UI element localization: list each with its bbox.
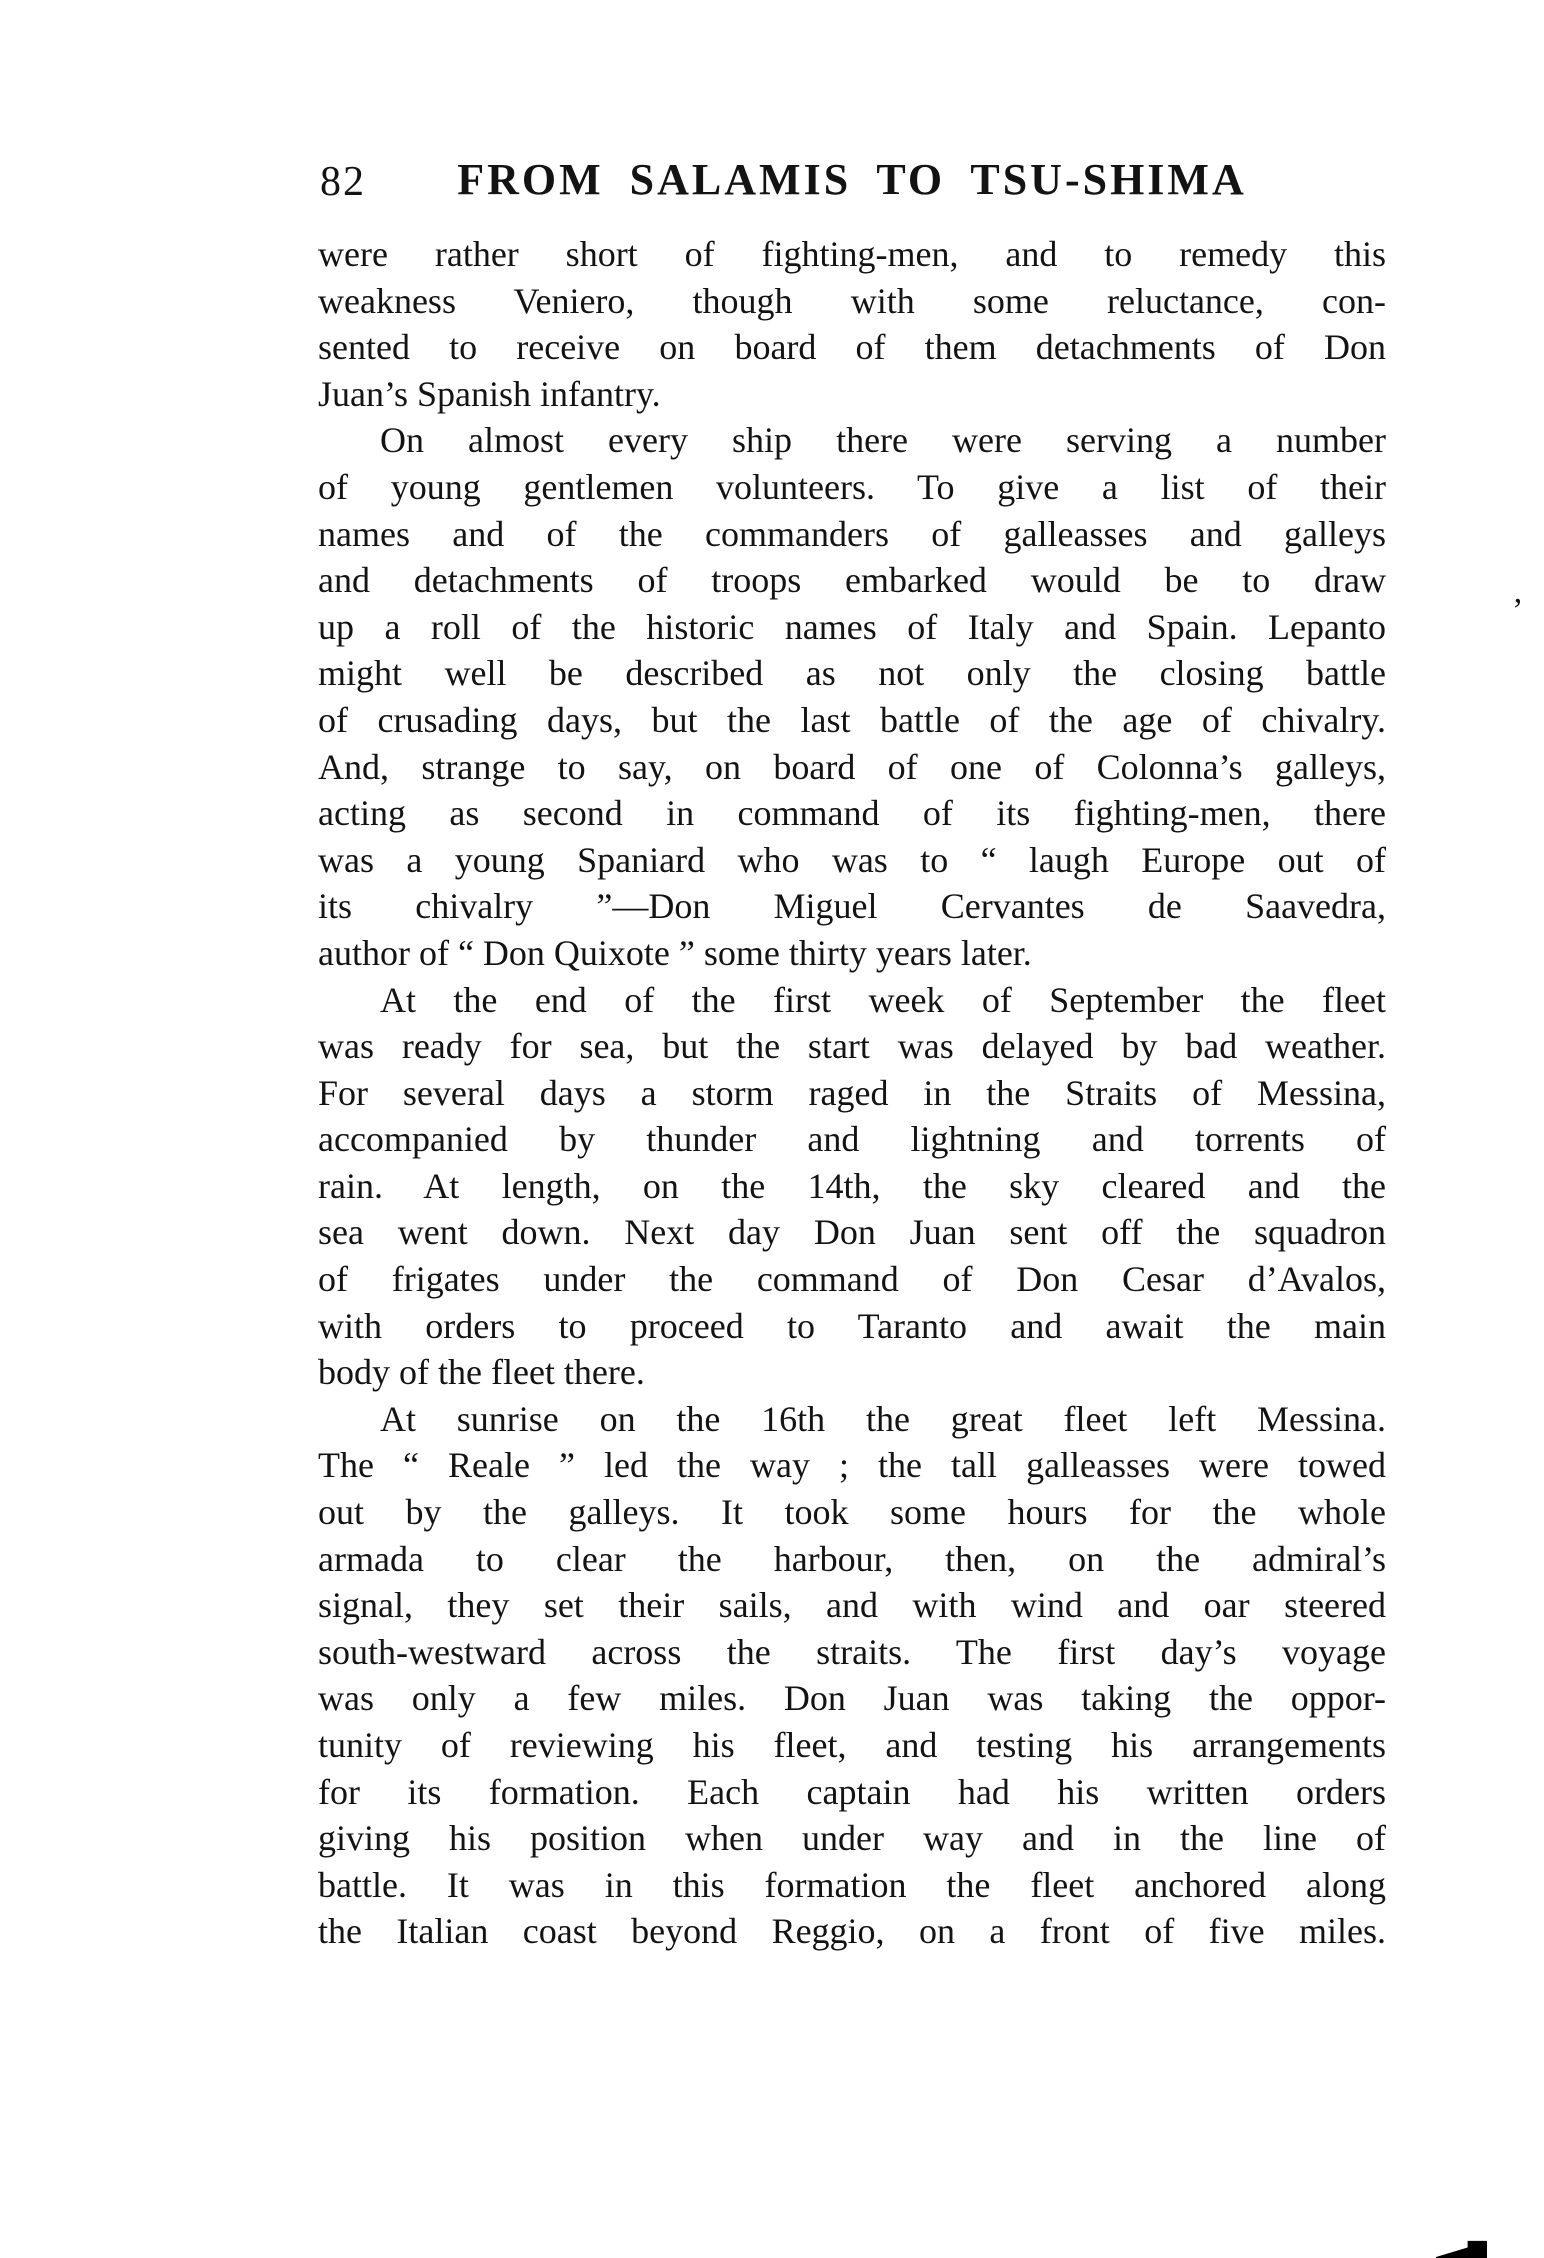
text-line: Juan’s Spanish infantry. xyxy=(318,373,661,414)
text-line: giving his position when under way and in the line of xyxy=(318,1818,1386,1859)
text-line: For several days a storm raged in the Straits of Messina, xyxy=(318,1072,1386,1113)
text-line: names and of the commanders of galleasses and galleys xyxy=(318,513,1386,554)
text-line: At the end of the first week of September the fleet xyxy=(380,979,1386,1020)
ink-blob-mark xyxy=(1436,2239,1487,2258)
text-line: were rather short of fighting-men, and to remedy this xyxy=(318,234,1386,274)
text-line: the Italian coast beyond Reggio, on a front of five miles. xyxy=(318,1911,1386,1952)
page-body xyxy=(318,231,1386,1955)
page-number: 82 xyxy=(320,159,366,205)
text-line: author of “ Don Quixote ” some thirty years later. xyxy=(318,932,1032,973)
text-line: sented to receive on board of them detachments of Don xyxy=(318,327,1386,368)
text-line: On almost every ship there were serving a number xyxy=(380,420,1386,461)
text-line: tunity of reviewing his fleet, and testing his arrangements xyxy=(318,1725,1386,1765)
text-line: battle. It was in this formation the fleet anchored along xyxy=(318,1864,1386,1905)
text-line: of crusading days, but the last battle of the age of chivalry. xyxy=(318,699,1386,740)
text-line: of young gentlemen volunteers. To give a list of their xyxy=(318,466,1386,507)
text-line: signal, they set their sails, and with wind and oar steered xyxy=(318,1585,1386,1626)
text-line: rain. At length, on the 14th, the sky cleared and the xyxy=(318,1165,1386,1206)
text-line: sea went down. Next day Don Juan sent off the squadron xyxy=(318,1212,1386,1253)
text-line: and detachments of troops embarked would be to draw xyxy=(318,560,1386,601)
page-header xyxy=(318,152,1386,212)
text-line: of frigates under the command of Don Cesar d’Avalos, xyxy=(318,1259,1386,1300)
text-line: for its formation. Each captain had his written orders xyxy=(318,1771,1386,1812)
text-line: might well be described as not only the closing battle xyxy=(318,653,1386,694)
text-line: And, strange to say, on board of one of Colonna’s galleys, xyxy=(318,746,1386,787)
text-line: out by the galleys. It took some hours for the whole xyxy=(318,1492,1386,1533)
text-line: accompanied by thunder and lightning and torrents of xyxy=(318,1119,1386,1160)
text-line: body of the fleet there. xyxy=(318,1352,645,1393)
text-line: with orders to proceed to Taranto and await the main xyxy=(318,1305,1386,1346)
text-line: was a young Spaniard who was to “ laugh Europe out of xyxy=(318,839,1386,880)
text-line: south-westward across the straits. The first day’s voyage xyxy=(318,1631,1386,1672)
text-line: weakness Veniero, though with some reluctance, con- xyxy=(318,280,1386,321)
text-line: armada to clear the harbour, then, on the admiral’s xyxy=(318,1538,1386,1579)
text-line: up a roll of the historic names of Italy and Spain. Lepanto xyxy=(318,606,1386,647)
text-line: At sunrise on the 16th the great fleet left Messina. xyxy=(380,1398,1386,1439)
stray-apostrophe-mark: ’ xyxy=(1512,592,1524,629)
text-line: was only a few miles. Don Juan was taking the oppor- xyxy=(318,1678,1386,1719)
running-title: FROM SALAMIS TO TSU-SHIMA xyxy=(457,155,1247,204)
text-line: its chivalry ”—Don Miguel Cervantes de Saavedra, xyxy=(318,886,1386,927)
text-line: The “ Reale ” led the way ; the tall galleasses were towed xyxy=(318,1445,1386,1486)
text-line: was ready for sea, but the start was delayed by bad weather. xyxy=(318,1026,1386,1067)
text-line: acting as second in command of its fighting-men, there xyxy=(318,793,1386,834)
